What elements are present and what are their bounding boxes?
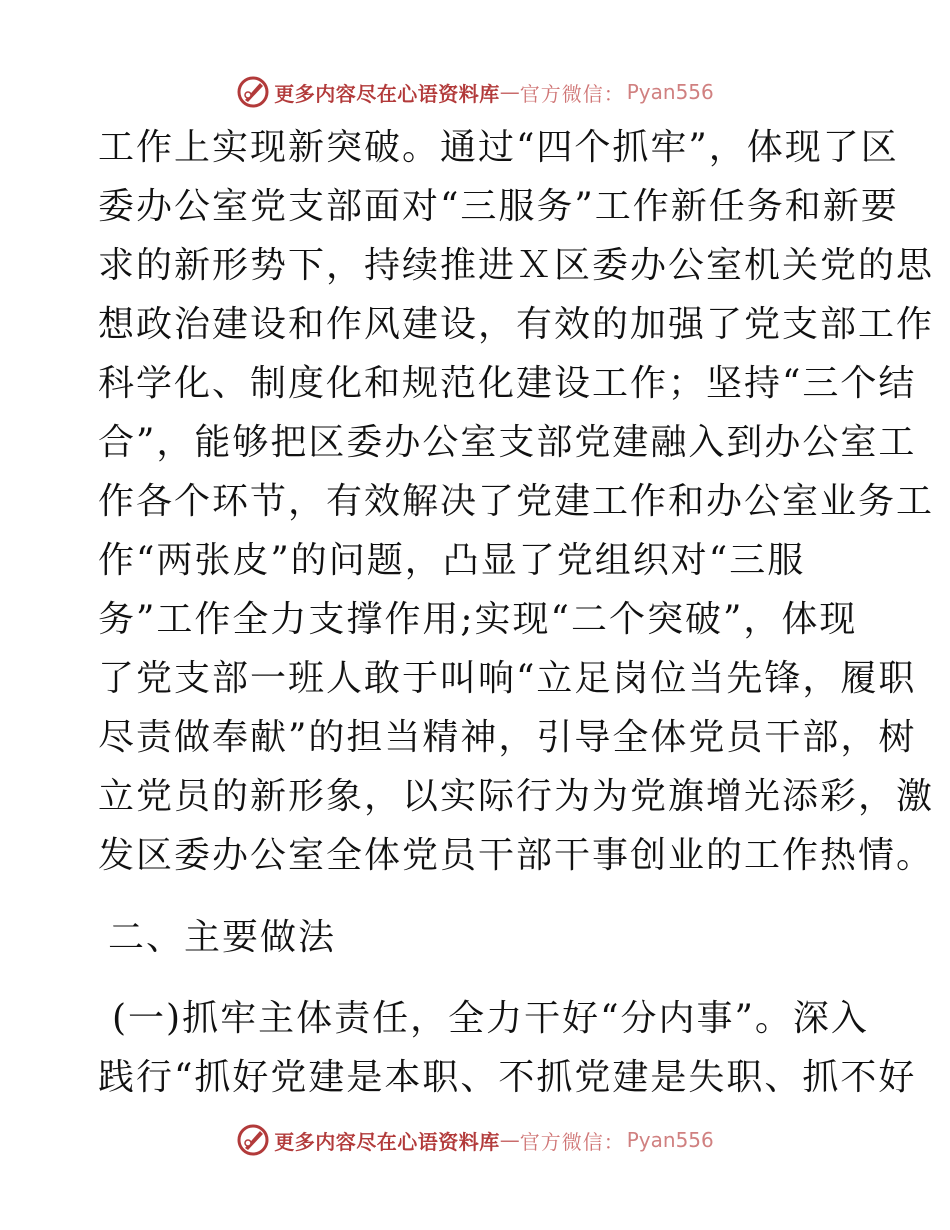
watermark-dash: —: [499, 80, 520, 104]
paragraph-line: 想政治建设和作风建设，有效的加强了党支部工作: [98, 304, 935, 345]
watermark-wechat-id: Pyan556: [626, 80, 714, 104]
section-heading: 二、主要做法: [108, 917, 337, 958]
paragraph-line: 了党支部一班人敢于叫响“立足岗位当先锋，履职: [98, 658, 917, 699]
subsection-paragraph: [98, 989, 917, 1107]
body-paragraph: [98, 118, 935, 885]
paragraph-line: 尽责做奉献”的担当精神，引导全体党员干部，树: [98, 717, 917, 758]
paragraph-line: 委办公室党支部面对“三服务”工作新任务和新要: [98, 186, 899, 227]
paragraph-line: 合”，能够把区委办公室支部党建融入到办公室工: [98, 422, 917, 463]
watermark-footer: [0, 1118, 950, 1162]
subsection-line: (一)抓牢主体责任，全力干好“分内事”。深入: [112, 998, 869, 1039]
quill-logo-icon: [236, 75, 270, 109]
paragraph-line: 工作上实现新突破。通过“四个抓牢”，体现了区: [98, 127, 899, 168]
paragraph-line: 作“两张皮”的问题，凸显了党组织对“三服: [98, 540, 806, 581]
paragraph-line: 作各个环节，有效解决了党建工作和办公室业务工: [98, 481, 935, 522]
watermark-main-text: 更多内容尽在心语资料库: [274, 1129, 500, 1154]
watermark-wechat-id: Pyan556: [626, 1128, 714, 1152]
watermark-sub-text: 官方微信：: [519, 1129, 625, 1154]
subsection-line: 践行“抓好党建是本职、不抓党建是失职、抓不好: [98, 1057, 917, 1098]
watermark-header: [0, 70, 950, 114]
paragraph-line: 务”工作全力支撑作用;实现“二个突破”，体现: [98, 599, 858, 640]
paragraph-line: 立党员的新形象，以实际行为为党旗增光添彩，激: [98, 776, 935, 817]
paragraph-line: 求的新形势下，持续推进Ｘ区委办公室机关党的思: [98, 245, 935, 286]
document-body: [98, 118, 935, 1107]
quill-logo-icon: [236, 1123, 270, 1157]
paragraph-line: 科学化、制度化和规范化建设工作；坚持“三个结: [98, 363, 917, 404]
paragraph-line: 发区委办公室全体党员干部干事创业的工作热情。: [98, 835, 935, 876]
watermark-sub-text: 官方微信：: [519, 81, 625, 106]
watermark-main-text: 更多内容尽在心语资料库: [274, 81, 500, 106]
watermark-dash: —: [499, 1128, 520, 1152]
